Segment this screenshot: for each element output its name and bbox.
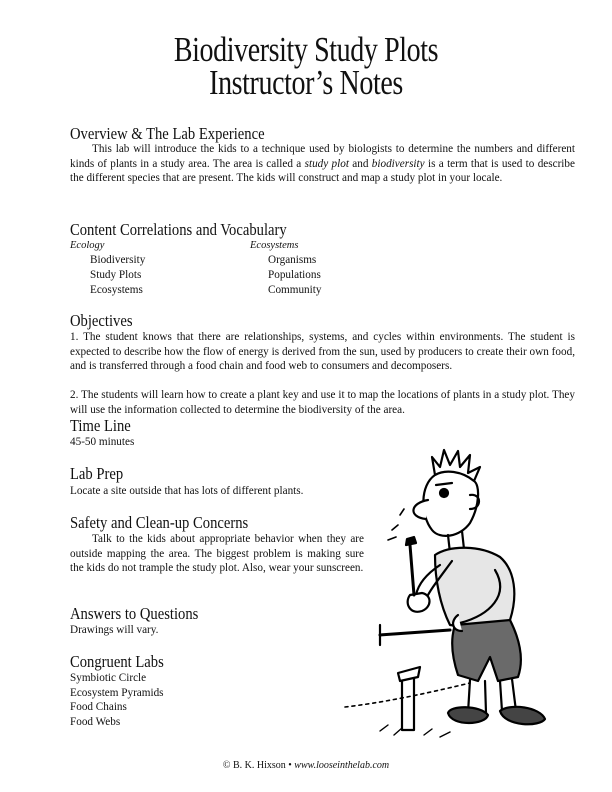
objectives-heading: Objectives <box>70 311 133 330</box>
list-item: Symbiotic Circle <box>70 672 147 684</box>
content-heading: Content Correlations and Vocabulary <box>70 220 287 239</box>
footer-url[interactable]: www.looseinthelab.com <box>294 760 390 771</box>
objective-2: 2. The students will learn how to create a plant key and use it to map the locations of plants in a study plot. They will use the information collected to determine the biodiversity of the area. <box>70 389 575 416</box>
labprep-text: Locate a site outside that has lots of different plants. <box>70 485 304 497</box>
safety-heading: Safety and Clean-up Concerns <box>70 513 249 532</box>
footer <box>0 760 612 771</box>
list-item: Food Webs <box>70 715 121 728</box>
answers-heading: Answers to Questions <box>70 604 199 623</box>
vocab-item: Study Plots <box>90 269 142 281</box>
title-line-1: Biodiversity Study Plots <box>173 30 439 69</box>
cartoon-scientist-illustration <box>340 445 585 745</box>
vocab-column-ecosystems <box>250 238 321 298</box>
footer-bullet: • <box>288 760 292 771</box>
labprep-heading: Lab Prep <box>70 464 124 483</box>
vocab-item: Biodiversity <box>90 254 146 266</box>
safety-paragraph: Talk to the kids about appropriate behavior when they are outside mapping the area. The biggest problem is making sure the kids do not trample the study plot. Also, wear your sunscreen. <box>70 533 364 575</box>
term-biodiversity: biodiversity <box>371 157 425 170</box>
list-item: Food Chains <box>70 701 127 714</box>
term-study-plot: study plot <box>304 157 349 170</box>
objective-1: 1. The student knows that there are relationships, systems, and cycles within environments. The student is expected to describe how the flow of energy is derived from the sun, used by producers to create their own food, and is transferred through a food chain and food web to consumers and decomposers. <box>70 331 575 373</box>
page-title <box>0 30 612 102</box>
vocab-category: Ecology <box>70 240 105 251</box>
congruent-list <box>70 671 164 729</box>
timeline-heading: Time Line <box>70 416 131 435</box>
congruent-heading: Congruent Labs <box>70 652 164 671</box>
vocab-category: Ecosystems <box>250 240 299 251</box>
vocab-item: Organisms <box>268 254 317 266</box>
overview-paragraph: This lab will introduce the kids to a technique used by biologists to determine the numbers and different kinds of plants in a study area. The area is called a study plot and biodiversity is a term that is used to describe the different species that are present. The kids will construct and map a study plot in your locale. <box>70 143 575 185</box>
overview-heading: Overview & The Lab Experience <box>70 124 265 143</box>
vocab-item: Community <box>268 284 322 296</box>
footer-author: © B. K. Hixson <box>222 760 286 771</box>
vocab-item: Ecosystems <box>90 284 143 296</box>
list-item: Ecosystem Pyramids <box>70 686 164 699</box>
answers-text: Drawings will vary. <box>70 624 159 636</box>
vocab-column-ecology <box>70 238 145 298</box>
title-line-2: Instructor’s Notes <box>209 63 403 102</box>
vocab-item: Populations <box>268 269 321 281</box>
timeline-text: 45-50 minutes <box>70 436 135 448</box>
